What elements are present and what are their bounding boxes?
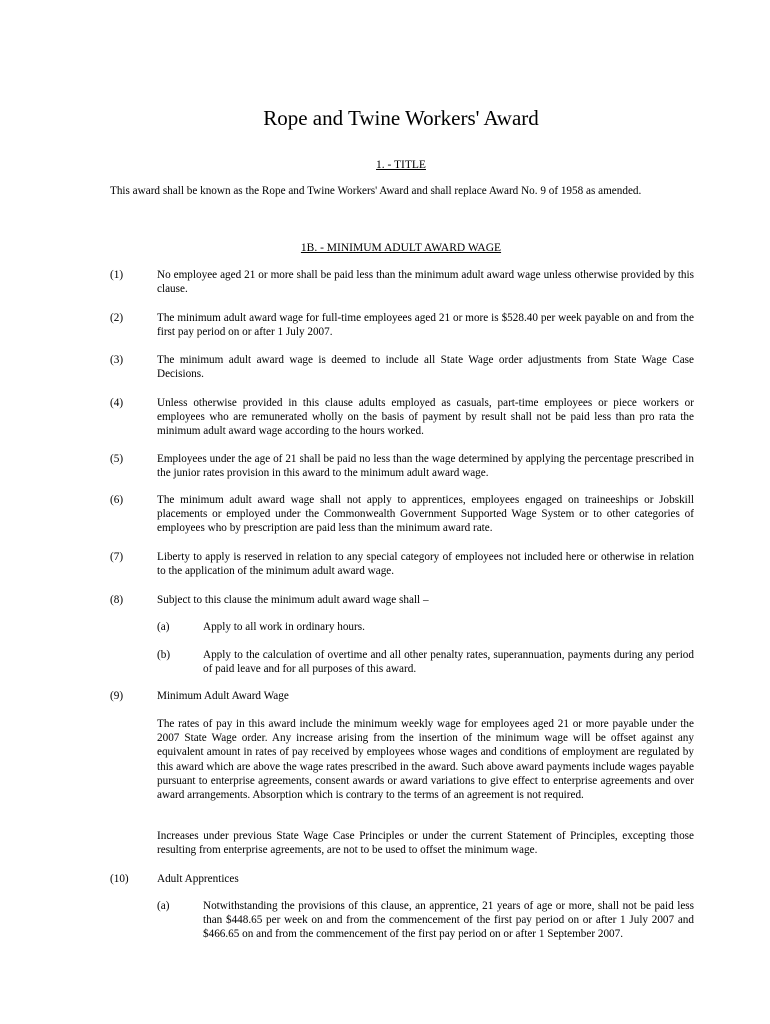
clause-number: (4) xyxy=(110,397,124,409)
subclause-text: Notwithstanding the provisions of this clause, an apprentice, 21 years of age or more, shall not be paid less than $448.65 per week on and from the commencement of the first pay period on or after 1 July 2007 and $466.65 on and from the commencement of the first pay period on or after 1 September 2007. xyxy=(203,900,694,941)
clause-number: (9) xyxy=(110,690,124,702)
clause-number: (2) xyxy=(110,312,124,324)
clause-number: (8) xyxy=(110,594,124,606)
clause-text: The minimum adult award wage is deemed to include all State Wage order adjustments from State Wage Case Decisions. xyxy=(157,354,694,381)
title-paragraph: This award shall be known as the Rope and Twine Workers' Award and shall replace Award No. 9 of 1958 as amended. xyxy=(110,185,642,197)
clause-text: Liberty to apply is reserved in relation to any special category of employees not included here or otherwise in relation to the application of the minimum adult award wage. xyxy=(157,551,694,578)
subclause-number: (b) xyxy=(157,649,171,661)
clause-number: (7) xyxy=(110,551,124,563)
clause-text: Subject to this clause the minimum adult award wage shall – xyxy=(157,594,429,606)
clause-text: Adult Apprentices xyxy=(157,873,239,885)
clause-number: (10) xyxy=(110,873,129,885)
clause-number: (1) xyxy=(110,269,124,281)
section-heading-title: 1. - TITLE xyxy=(376,159,426,171)
clause-9-paragraph-2: Increases under previous State Wage Case Principles or under the current Statement of Principles, excepting those resulting from enterprise agreements, are not to be used to offset the minimum wage. xyxy=(157,830,694,857)
clause-text: No employee aged 21 or more shall be paid less than the minimum adult award wage unless otherwise provided by this clause. xyxy=(157,269,694,296)
clause-number: (5) xyxy=(110,453,124,465)
subclause-number: (a) xyxy=(157,900,170,912)
clause-text: Minimum Adult Award Wage xyxy=(157,690,289,702)
clause-9-paragraph-1: The rates of pay in this award include the minimum weekly wage for employees aged 21 or more payable under the 2007 State Wage order. Any increase arising from the insertion of the minimum wage will be offset against any equivalent amount in rates of pay received by employees whose wages and conditions of employment are regulated by this award which are above the wage rates prescribed in the award. Such above award payments include wages payable pursuant to enterprise agreements, consent awards or award variations to give effect to enterprise agreements and over award arrangements. Absorption which is contrary to the terms of an agreement is not required. xyxy=(157,718,694,802)
clause-text: Employees under the age of 21 shall be paid no less than the wage determined by applying the percentage prescribed in the junior rates provision in this award to the minimum adult award wage. xyxy=(157,453,694,480)
subclause-number: (a) xyxy=(157,621,170,633)
clause-text: The minimum adult award wage for full-time employees aged 21 or more is $528.40 per week payable on and from the first pay period on or after 1 July 2007. xyxy=(157,312,694,339)
subclause-text: Apply to the calculation of overtime and all other penalty rates, superannuation, payments during any period of paid leave and for all purposes of this award. xyxy=(203,649,694,676)
clause-number: (3) xyxy=(110,354,124,366)
section-heading-minimum-wage: 1B. - MINIMUM ADULT AWARD WAGE xyxy=(300,242,502,254)
clause-text: Unless otherwise provided in this clause adults employed as casuals, part-time employees or piece workers or employees who are remunerated wholly on the basis of payment by result shall not be paid less than pro rata the minimum adult award wage according to the hours worked. xyxy=(157,397,694,438)
document-title: Rope and Twine Workers' Award xyxy=(263,106,539,130)
clause-number: (6) xyxy=(110,494,124,506)
subclause-text: Apply to all work in ordinary hours. xyxy=(203,621,365,633)
clause-text: The minimum adult award wage shall not apply to apprentices, employees engaged on traineeships or Jobskill placements or employed under the Commonwealth Government Supported Wage System or to other categories of employees who by prescription are paid less than the minimum award rate. xyxy=(157,494,694,535)
